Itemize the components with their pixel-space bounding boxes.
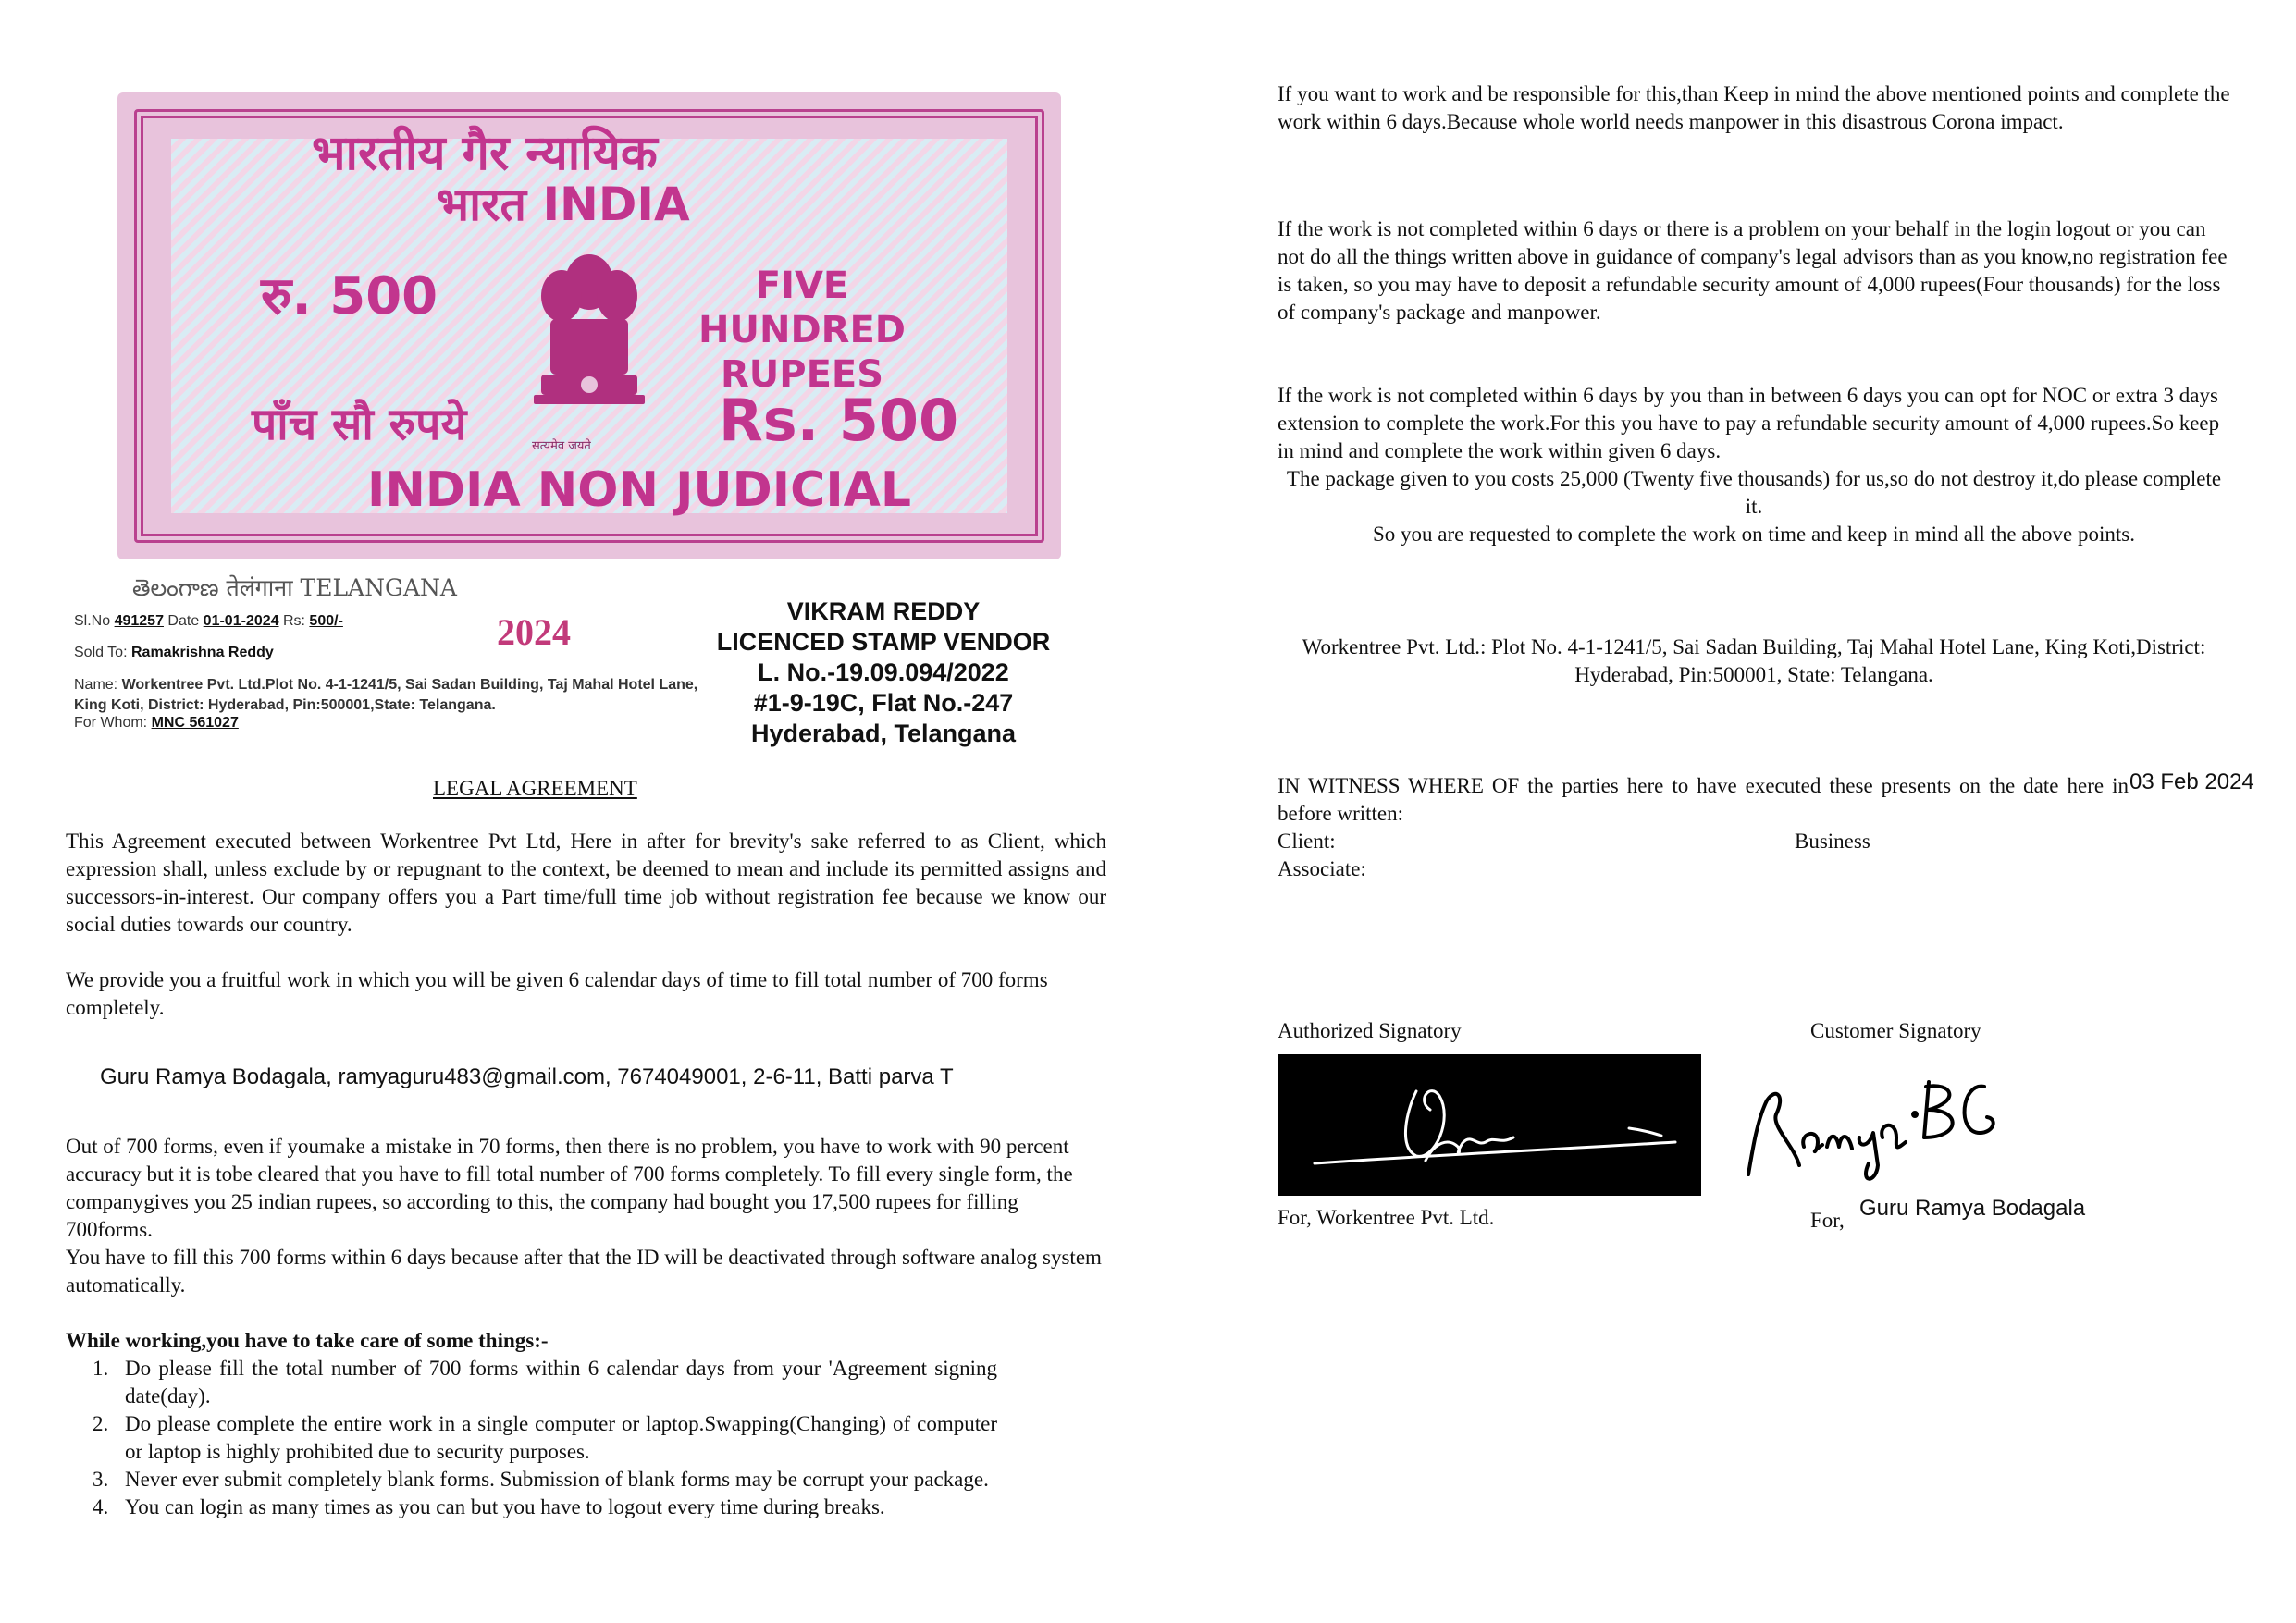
list-number: 3. [93,1468,109,1491]
list-item [93,1410,997,1466]
accuracy-paragraph: Out of 700 forms, even if youmake a mistake in 70 forms, then there is no problem, you have to work with 90 percent accuracy but it is tobe cleared that you have to fill total number of 700 forms completely. To fill every single form, the companygives you 25 indian rupees, so according to this, the company had bought you 17,500 rupees for filling 700forms. [66,1135,1073,1241]
name-value: Workentree Pvt. Ltd.Plot No. 4-1-1241/5, Sai Sadan Building, Taj Mahal Hotel Lane, King Koti, District: Hyderabad, Pin:500001,State: Telangana. [74,677,698,713]
stamp-vendor-block [703,596,1064,749]
list-text: Do please fill the total number of 700 forms within 6 calendar days from your 'Agreement signing date(day). [125,1357,997,1408]
list-text: You can login as many times as you can but you have to logout every time during breaks. [125,1495,885,1518]
customer-signature-icon [1730,1045,2007,1193]
for-whom-value: MNC 561027 [151,715,239,731]
work-paragraph: We provide you a fruitful work in which you will be given 6 calendar days of time to fill total number of 700 forms completely. [66,968,1048,1019]
stamp-paper [117,92,1061,559]
sl-no-value: 491257 [114,613,164,629]
customer-details: Guru Ramya Bodagala, ramyaguru483@gmail.com, 7674049001, 2-6-11, Batti parva T [100,1064,954,1089]
document-title: LEGAL AGREEMENT [433,777,637,800]
witness-date: 03 Feb 2024 [2129,769,2254,794]
list-text: Do please complete the entire work in a single computer or laptop.Swapping(Changing) of computer or laptop is highly prohibited due to security purposes. [125,1412,997,1463]
list-text: Never ever submit completely blank forms. Submission of blank forms may be corrupt your package. [125,1468,989,1491]
ashoka-emblem-icon [525,245,654,430]
customer-name: Guru Ramya Bodagala [1859,1196,2086,1221]
state-label: తెలంగాణ तेलंगाना TELANGANA [132,574,457,601]
customer-signatory-label: Customer Signatory [1810,1019,1981,1042]
company-address: Workentree Pvt. Ltd.: Plot No. 4-1-1241/5, Sai Sadan Building, Taj Mahal Hotel Lane, King Koti,District: Hyderabad, Pin:500001, State: Telangana. [1302,635,2206,686]
stamp-year: 2024 [497,611,571,653]
request-paragraph: So you are requested to complete the work on time and keep in mind all the above points. [1373,523,2135,546]
rs-label: Rs: [282,613,305,629]
sl-no-label: Sl.No [74,613,111,629]
authorized-signatory-label: Authorized Signatory [1278,1019,1462,1042]
stamp-motto: सत्यमेव जयते [532,439,591,453]
witness-clause: IN WITNESS WHERE OF the parties here to have executed these presents on the date here in before written: [1278,774,2129,825]
vendor-line: VIKRAM REDDY [786,597,981,625]
security-paragraph: If the work is not completed within 6 days or there is a problem on your behalf in the login logout or you can not do all the things written above in guidance of company's legal advisors than as you know,no registration fee is taken, so you may have to deposit a refundable security amount of 4,000 rupees(Four thousands) for the loss of company's package and manpower. [1278,217,2228,324]
vendor-line: LICENCED STAMP VENDOR [716,628,1051,656]
vendor-line: Hyderabad, Telangana [750,719,1017,747]
for-label: For, [1810,1209,1845,1232]
associate-label: Associate: [1278,857,1366,880]
list-number: 2. [93,1412,109,1435]
authorized-signature [1278,1054,1701,1196]
stamp-india: भारत INDIA [437,178,690,231]
list-number: 4. [93,1495,109,1518]
for-whom-label: For Whom: [74,715,148,731]
business-label: Business [1795,830,1870,853]
extension-paragraph: If the work is not completed within 6 days by you than in between 6 days you can opt for NOC or extra 3 days extension to complete the work.For this you have to pay a refundable security amount of 4,000 rupees.So keep in mind and complete the work within given 6 days. [1278,384,2220,462]
vendor-line: #1-9-19C, Flat No.-247 [753,689,1014,717]
for-workentree: For, Workentree Pvt. Ltd. [1278,1206,1495,1229]
list-item [93,1466,997,1494]
list-item [93,1494,997,1521]
client-label: Client: [1278,830,1336,853]
authorized-signature-icon [1278,1054,1701,1196]
deadline-paragraph: You have to fill this 700 forms within 6 days because after that the ID will be deactivated through software analog system automatically. [66,1246,1102,1297]
name-row [74,675,703,716]
things-list [93,1355,997,1521]
stamp-hindi-title: भारतीय गैर न्यायिक [312,126,658,181]
stamp-non-judicial: INDIA NON JUDICIAL [367,462,912,518]
list-number: 1. [93,1357,109,1380]
rs-value: 500/- [309,613,343,629]
list-item [93,1355,997,1410]
responsibility-paragraph: If you want to work and be responsible for this,than Keep in mind the above mentioned points and complete the work within 6 days.Because whole world needs manpower in this disastrous Corona impact. [1278,82,2230,133]
things-heading: While working,you have to take care of some things:- [66,1329,549,1352]
for-whom-row [74,715,239,732]
sold-to-label: Sold To: [74,645,128,660]
sold-to-row [74,645,274,661]
stamp-amount-symbol: रु. 500 [261,266,438,326]
package-paragraph: The package given to you costs 25,000 (Twenty five thousands) for us,so do not destroy it,do please complete it. [1286,467,2222,518]
date-label: Date [167,613,200,629]
agreement-paragraph: This Agreement executed between Workentree Pvt Ltd, Here in after for brevity's sake referred to as Client, which expression shall, unless exclude by or repugnant to the context, be deemed to mean and include its permitted assigns and successors-in-interest. Our company offers you a Part time/full time job without registration fee because we know our social duties towards our country. [66,830,1106,936]
stamp-amount-words: FIVE HUNDRED RUPEES [698,264,906,396]
vendor-line: L. No.-19.09.094/2022 [758,658,1009,686]
name-label: Name: [74,677,118,693]
serial-row [74,613,343,630]
stamp-amount-rs: Rs. 500 [719,387,959,454]
stamp-hindi-amount: पाँच सौ रुपये [252,399,467,450]
date-value: 01-01-2024 [203,613,279,629]
sold-to-value: Ramakrishna Reddy [130,645,274,660]
